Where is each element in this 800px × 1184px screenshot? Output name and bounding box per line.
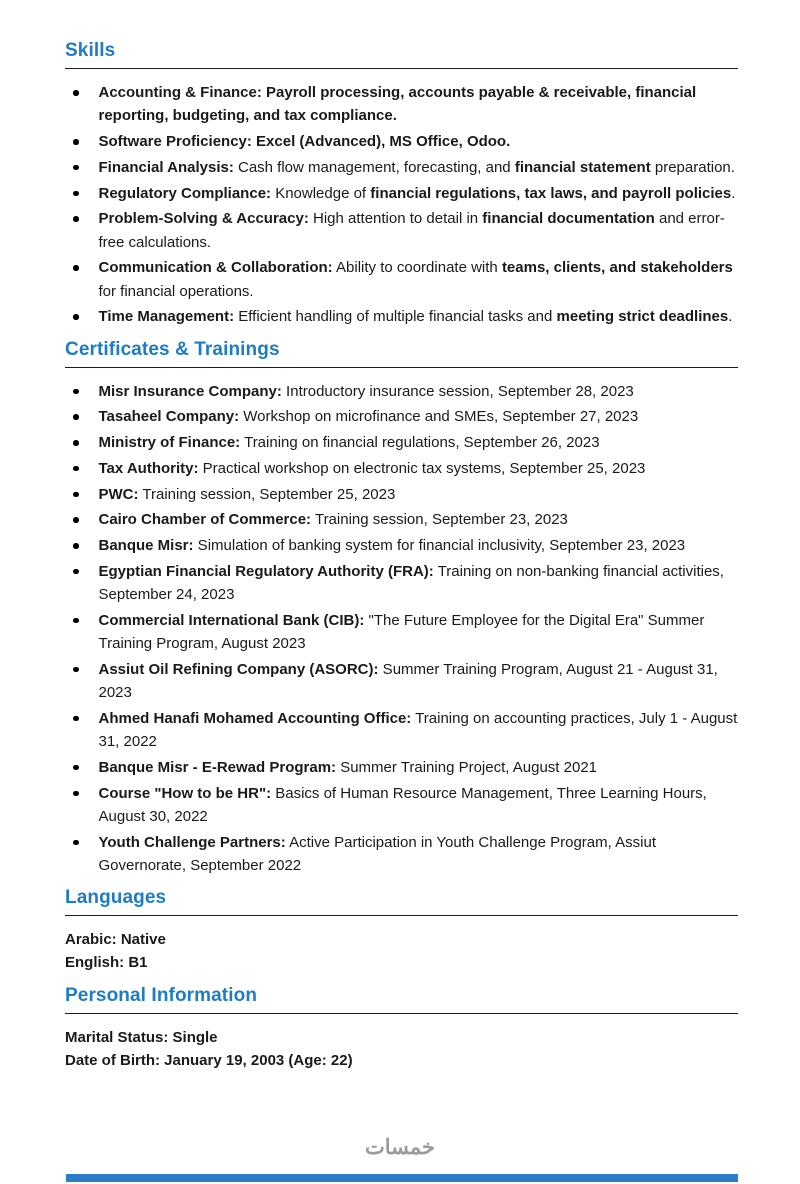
list-item <box>65 560 738 607</box>
list-item <box>65 609 738 656</box>
info-line: Date of Birth: January 19, 2003 (Age: 22) <box>65 1051 353 1069</box>
section-title: Languages <box>65 887 167 908</box>
list-item-text: Software Proficiency: Excel (Advanced), MS Office, Odoo. <box>98 133 511 150</box>
bullet-list <box>65 81 738 329</box>
list-item <box>65 207 738 254</box>
list-item-text: Ahmed Hanafi Mohamed Accounting Office: Training on accounting practices, July 1 - August 31, 2022 <box>98 709 738 750</box>
list-item <box>65 380 738 403</box>
list-item <box>65 81 738 128</box>
section-skills <box>65 40 738 329</box>
list-item <box>65 658 738 705</box>
list-item-text: Banque Misr - E-Rewad Program: Summer Training Project, August 2021 <box>98 758 598 776</box>
list-item-text: Misr Insurance Company: Introductory insurance session, September 28, 2023 <box>98 382 634 400</box>
watermark-text: خمسات <box>364 1136 436 1159</box>
info-line: Arabic: Native <box>65 931 166 948</box>
section-certificates <box>65 339 738 878</box>
list-item <box>65 831 738 878</box>
list-item <box>65 508 738 531</box>
list-item-text: Problem-Solving & Accuracy: High attention to detail in financial documentation and error-free calculations. <box>98 210 725 251</box>
list-item-text: Tasaheel Company: Workshop on microfinance and SMEs, September 27, 2023 <box>98 408 639 426</box>
list-item <box>65 156 738 179</box>
list-item <box>65 534 738 557</box>
list-item-text: Youth Challenge Partners: Active Participation in Youth Challenge Program, Assiut Governorate, September 2022 <box>98 833 656 874</box>
section-rule <box>65 68 738 69</box>
section-languages <box>65 887 738 975</box>
list-item <box>65 782 738 829</box>
list-item <box>65 305 738 328</box>
list-item <box>65 431 738 454</box>
info-line: English: B1 <box>65 954 148 972</box>
list-item-text: Financial Analysis: Cash flow management, forecasting, and financial statement preparation. <box>98 158 735 176</box>
list-item <box>65 182 738 205</box>
list-item-text: Commercial International Bank (CIB): "The Future Employee for the Digital Era" Summer Training Program, August 2023 <box>98 611 705 652</box>
bullet-list <box>65 380 738 878</box>
list-item <box>65 405 738 428</box>
list-item-text: Time Management: Efficient handling of multiple financial tasks and meeting strict deadlines. <box>98 308 733 326</box>
list-item <box>65 130 738 153</box>
list-item <box>65 256 738 303</box>
list-item-text: Tax Authority: Practical workshop on electronic tax systems, September 25, 2023 <box>98 459 646 477</box>
list-item-text: Accounting & Finance: Payroll processing, accounts payable & receivable, financial reporting, budgeting, and tax compliance. <box>98 84 697 125</box>
section-title: Personal Information <box>65 984 258 1006</box>
section-title: Certificates & Trainings <box>65 338 280 360</box>
section-personal-information <box>65 985 738 1073</box>
list-item-text: PWC: Training session, September 25, 2023 <box>98 485 396 503</box>
list-item-text: Communication & Collaboration: Ability to coordinate with teams, clients, and stakeholders for financial operations. <box>98 259 733 300</box>
list-item-text: Regulatory Compliance: Knowledge of financial regulations, tax laws, and payroll policies. <box>98 184 736 202</box>
section-rule <box>65 367 738 368</box>
section-rule <box>65 1013 738 1014</box>
list-item <box>65 707 738 754</box>
list-item-text: Banque Misr: Simulation of banking system for financial inclusivity, September 23, 2023 <box>98 537 686 554</box>
footer-bar <box>66 1174 738 1182</box>
section-rule <box>65 915 738 916</box>
list-item-text: Cairo Chamber of Commerce: Training session, September 23, 2023 <box>98 511 568 529</box>
list-item-text: Assiut Oil Refining Company (ASORC): Summer Training Program, August 21 - August 31, 2023 <box>98 660 718 701</box>
list-item <box>65 457 738 480</box>
list-item <box>65 756 738 779</box>
info-line: Marital Status: Single <box>65 1028 218 1046</box>
section-title: Skills <box>65 40 116 61</box>
list-item <box>65 483 738 506</box>
list-item-text: Ministry of Finance: Training on financial regulations, September 26, 2023 <box>98 434 600 451</box>
document-body <box>65 40 738 1072</box>
list-item-text: Course "How to be HR": Basics of Human Resource Management, Three Learning Hours, August 30, 2022 <box>98 784 707 825</box>
list-item-text: Egyptian Financial Regulatory Authority (FRA): Training on non-banking financial activities, September 24, 2023 <box>98 562 724 603</box>
